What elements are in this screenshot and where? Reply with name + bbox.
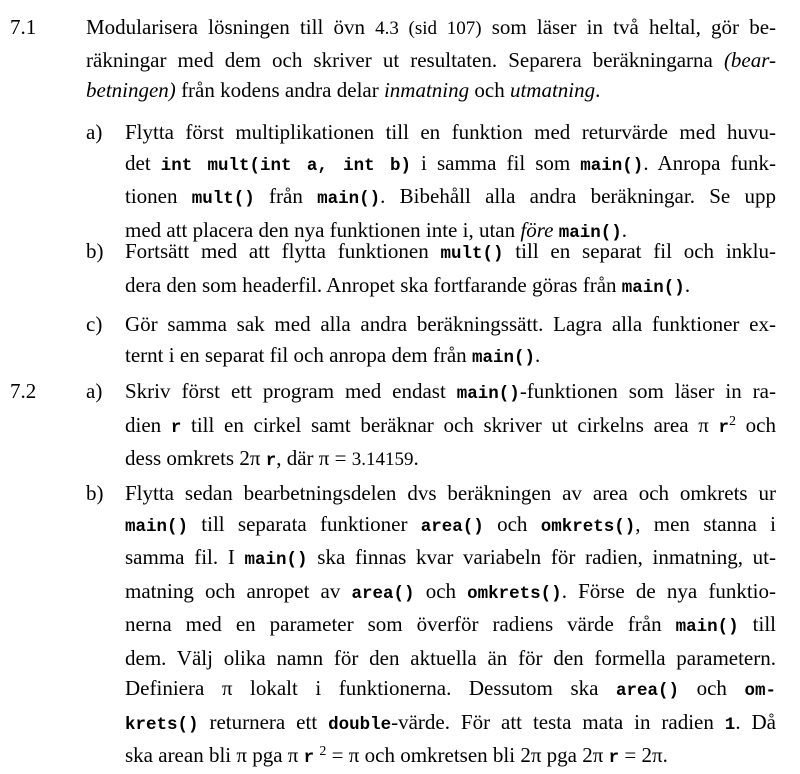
- text-line: ska arean bli π pga π r $^2$ = π och omkretsen bli 2π pga 2π r = 2π.: [125, 743, 668, 768]
- text-line: ternt i en separat fil och anropa dem från main().: [125, 342, 541, 368]
- text-line: dess omkrets 2π r, där π = 3.14159.: [125, 446, 419, 471]
- text-line: Fortsätt med att flytta funktionen mult() till en separat fil och inklu-: [125, 239, 776, 264]
- text-line: Modularisera lösningen till övn 4.3 (sid 107) som läser in två heltal, gör be-: [86, 15, 777, 39]
- text-line: det int mult(int a, int b) i samma fil som main(). Anropa funk-: [125, 150, 776, 176]
- part-label: a): [86, 120, 103, 144]
- text-line: tionen mult() från main(). Bibehåll alla andra beräkningar. Se upp: [125, 184, 776, 209]
- text-line: Skriv först ett program med endast main()-funktionen som läser in ra-: [125, 379, 776, 404]
- part-text: [125, 117, 776, 248]
- part-label: b): [86, 481, 104, 505]
- exercise-number: 7.1: [10, 15, 37, 39]
- part-label: b): [86, 239, 104, 263]
- text-line: nerna med en parameter som överför radiens värde från main() till: [125, 612, 776, 637]
- text-line: Definiera π lokalt i funktionerna. Dessutom ska area() och om-: [125, 676, 776, 701]
- text-line: Flytta sedan bearbetningsdelen dvs beräkningen av area och omkrets ur: [125, 481, 776, 505]
- text-line: dera den som headerfil. Anropet ska fortfarande göras från main().: [125, 272, 691, 298]
- part-text: [125, 478, 776, 774]
- exercise-intro: [86, 12, 776, 106]
- text-line: räkningar med dem och skriver ut resultaten. Separera beräkningarna (bear-: [86, 47, 776, 72]
- text-line: matning och anropet av area() och omkrets(). Förse de nya funktio-: [125, 578, 776, 604]
- text-line: betningen) från kodens andra delar inmatning och utmatning.: [86, 78, 601, 102]
- text-line: dien r till en cirkel samt beräknar och skriver ut cirkelns area π $r^2$ och: [125, 412, 776, 438]
- text-line: Gör samma sak med alla andra beräkningssätt. Lagra alla funktioner ex-: [125, 312, 776, 336]
- text-line: dem. Välj olika namn för den aktuella än för den formella parametern.: [125, 645, 776, 670]
- part-text: [125, 376, 776, 477]
- part-text: [125, 236, 776, 303]
- text-line: Flytta först multiplikationen till en funktion med returvärde med huvu-: [125, 120, 776, 144]
- text-line: main() till separata funktioner area() och omkrets(), men stanna i: [125, 511, 776, 537]
- text-line: med att placera den nya funktionen inte i, utan före main().: [125, 217, 627, 243]
- part-label: c): [86, 312, 103, 336]
- part-text: [125, 309, 776, 373]
- part-label: a): [86, 379, 103, 403]
- exercise-number: 7.2: [10, 379, 37, 403]
- text-line: krets() returnera ett double-värde. För att testa mata in radien 1. Då: [125, 709, 776, 735]
- text-line: samma fil. I main() ska finnas kvar variabeln för radien, inmatning, ut-: [125, 545, 776, 570]
